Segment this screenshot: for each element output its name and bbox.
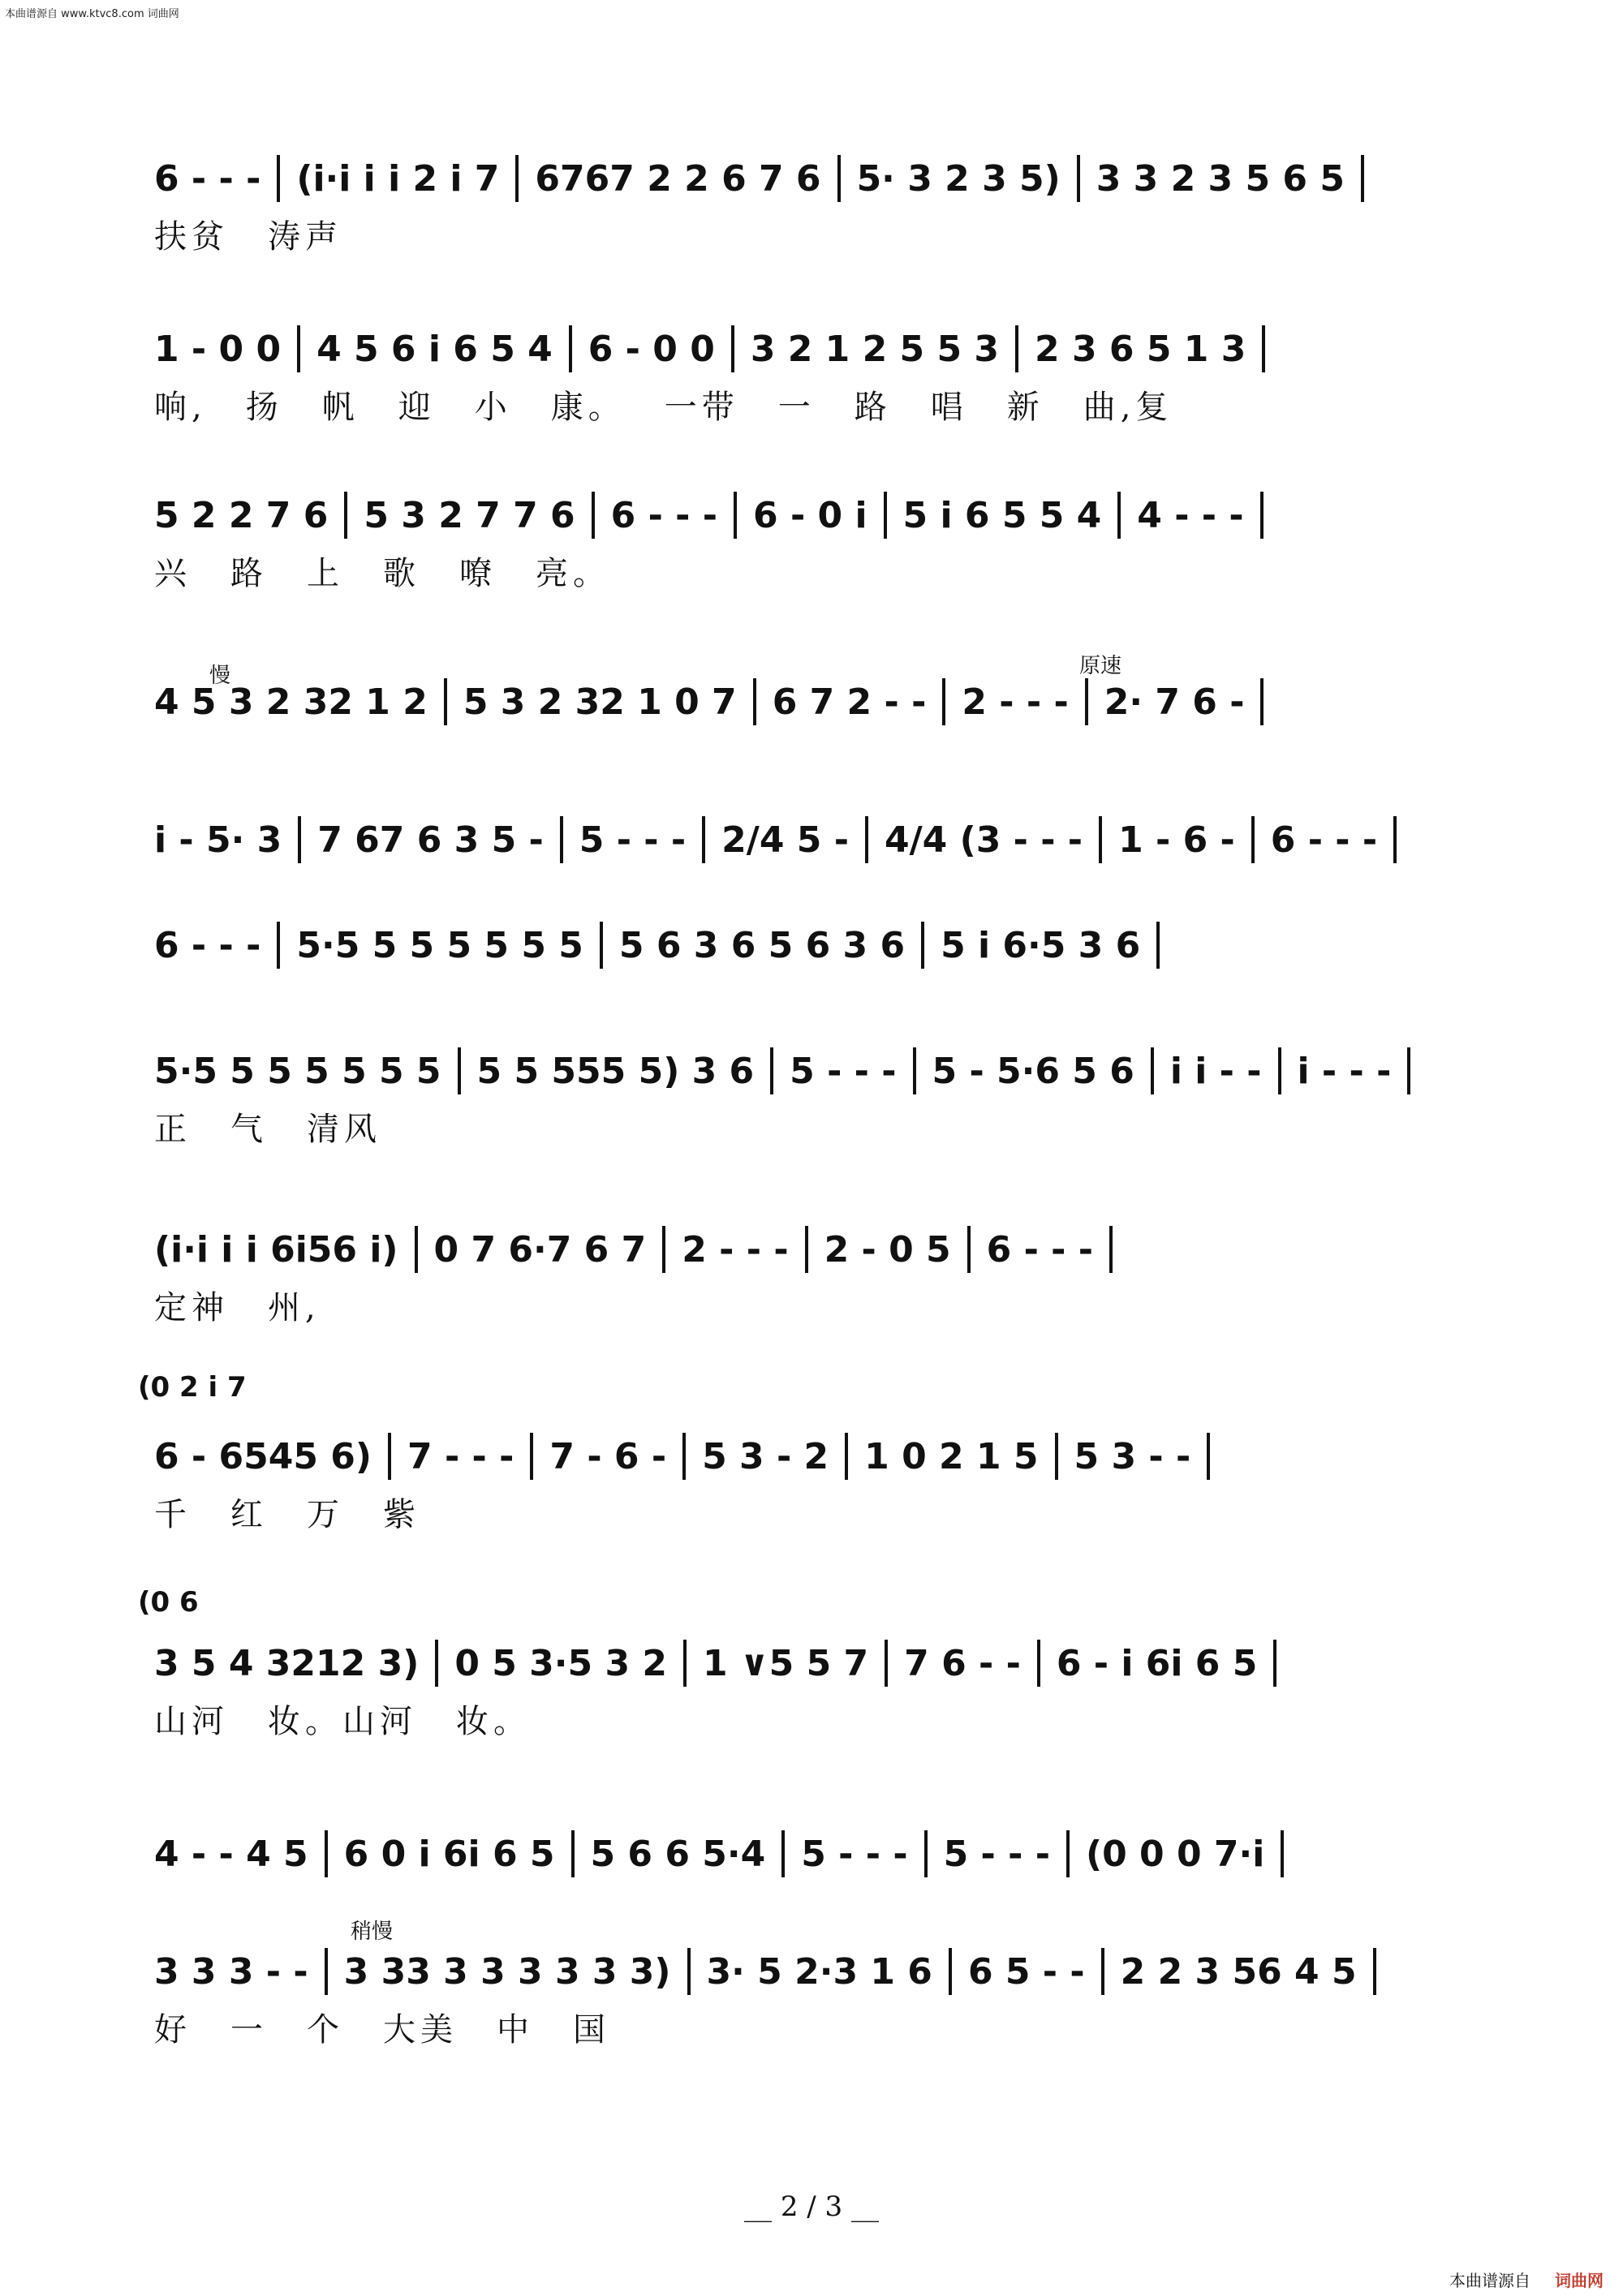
- notes-line: [154, 1047, 1469, 1095]
- barline: [1156, 922, 1160, 969]
- measure: 5 3 - -: [1074, 1435, 1191, 1477]
- lyrics-line: [154, 209, 1469, 258]
- notes-line: [154, 325, 1469, 373]
- measure: i i - -: [1169, 1050, 1262, 1092]
- barline: [734, 492, 737, 539]
- barline: [592, 492, 595, 539]
- measure: 6767 2 2 6 7 6: [535, 157, 821, 200]
- lyric-word: 州,: [268, 1288, 321, 1326]
- measure: 4 5 3 2 32 1 2: [154, 681, 428, 723]
- measure: 6 5 - -: [967, 1950, 1085, 1993]
- lyric-word: 千: [154, 1495, 192, 1533]
- score-row: [154, 154, 1469, 258]
- barline: [662, 1226, 665, 1273]
- measure: 5 3 - 2: [702, 1435, 829, 1477]
- measure: 2 - - -: [682, 1228, 789, 1271]
- score-row: [154, 921, 1469, 970]
- measure: 3· 5 2·3 1 6: [706, 1950, 932, 1993]
- measure: 5·5 5 5 5 5 5 5: [296, 924, 583, 966]
- measure: 5 3 2 32 1 0 7: [463, 681, 737, 723]
- score-row: [154, 1947, 1469, 2051]
- measure: 5 - - -: [579, 819, 687, 861]
- header-source: 本曲谱源自 www.ktvc8.com 词曲网: [5, 8, 179, 20]
- measure: 1 ∨5 5 7: [703, 1642, 869, 1684]
- measure: 6 - - -: [154, 924, 261, 966]
- barline: [781, 1830, 785, 1877]
- barline: [1085, 678, 1088, 725]
- lyric-word: 妆。: [456, 1702, 531, 1740]
- measure: 7 67 6 3 5 -: [317, 819, 544, 861]
- lyric-word: 大美: [383, 2010, 458, 2049]
- lyric-word: 嘹: [459, 554, 497, 592]
- score-row: [154, 1225, 1469, 1329]
- measure: (i·i i i 6i56 i): [154, 1228, 398, 1271]
- barline: [770, 1047, 773, 1094]
- notes-line: [154, 1829, 1469, 1878]
- lyric-word: 个: [307, 2010, 344, 2049]
- notes-line: [154, 921, 1469, 970]
- lyrics-line: [154, 546, 1469, 595]
- lyric-word: 帆: [321, 388, 359, 426]
- lyrics-line: [154, 1694, 1469, 1743]
- measure: 3 5 4 3212 3): [154, 1642, 420, 1684]
- measure: 5 6 3 6 5 6 3 6: [618, 924, 906, 966]
- barline: [921, 922, 924, 969]
- lyric-word: 清风: [307, 1110, 381, 1148]
- measure: 5 - - -: [801, 1833, 908, 1875]
- measure: 2 - - -: [962, 681, 1069, 723]
- barline: [1151, 1047, 1154, 1094]
- lyric-word: 路: [230, 554, 268, 592]
- measure: 2· 7 6 -: [1104, 681, 1245, 723]
- score-row: [154, 1432, 1469, 1536]
- barline: [298, 816, 301, 863]
- barline: [1281, 1830, 1284, 1877]
- measure: (0 0 0 7·i: [1085, 1833, 1265, 1875]
- barline: [942, 678, 945, 725]
- measure: 6 - 6545 6): [154, 1435, 372, 1477]
- barline: [884, 492, 887, 539]
- notes-line: [154, 154, 1469, 203]
- measure: 0 7 6·7 6 7: [433, 1228, 647, 1271]
- score-row: [154, 815, 1469, 864]
- barline: [444, 678, 447, 725]
- lyric-word: 一: [777, 388, 816, 426]
- measure: 0 5 3·5 3 2: [454, 1642, 667, 1684]
- measure: 4/4 (3 - - -: [884, 819, 1083, 861]
- measure: 6 - - -: [610, 494, 718, 536]
- barline: [1066, 1830, 1070, 1877]
- lyric-word: 兴: [154, 554, 192, 592]
- lyric-word: 妆。山河: [268, 1702, 417, 1740]
- lyrics-line: [154, 2002, 1469, 2051]
- measure: 2 - 0 5: [824, 1228, 951, 1271]
- measure: 6 - - -: [1270, 819, 1378, 861]
- measure: 5 5 555 5) 3 6: [476, 1050, 755, 1092]
- lyrics-line: [154, 1280, 1469, 1329]
- measure: i - 5· 3: [154, 819, 282, 861]
- barline: [1055, 1433, 1058, 1480]
- score-row: [154, 1047, 1469, 1150]
- lyric-word: 涛声: [268, 217, 342, 256]
- lyric-word: 路: [854, 388, 892, 426]
- barline: [1101, 1948, 1104, 1995]
- measure: 5·5 5 5 5 5 5 5: [154, 1050, 441, 1092]
- measure: 3 3 3 - -: [154, 1950, 308, 1993]
- lyric-word: 上: [307, 554, 344, 592]
- lyric-word: 新: [1006, 388, 1044, 426]
- barline: [277, 922, 280, 969]
- barline: [344, 492, 347, 539]
- lyrics-line: [154, 1102, 1469, 1150]
- barline: [1262, 325, 1265, 372]
- barline: [388, 1433, 391, 1480]
- measure: 5· 3 2 3 5): [856, 157, 1061, 200]
- measure: 2 2 3 56 4 5: [1120, 1950, 1357, 1993]
- barline: [458, 1047, 461, 1094]
- notes-line: [154, 815, 1469, 864]
- lyric-word: 定神: [154, 1288, 229, 1326]
- lyric-word: 紫: [383, 1495, 420, 1533]
- page-number: __ 2 / 3 __: [744, 2191, 879, 2223]
- lyric-word: 一: [230, 2010, 268, 2049]
- lyric-word: 万: [307, 1495, 344, 1533]
- barline: [325, 1948, 328, 1995]
- barline: [865, 816, 868, 863]
- lyric-word: 红: [230, 1495, 268, 1533]
- barline: [1251, 816, 1255, 863]
- lyric-word: 国: [573, 2010, 610, 2049]
- barline: [1015, 325, 1018, 372]
- measure: 7 - 6 -: [549, 1435, 667, 1477]
- measure: 2 3 6 5 1 3: [1035, 328, 1246, 370]
- lyric-word: 扶贫: [154, 217, 229, 256]
- lyrics-line: [154, 380, 1469, 428]
- barline: [325, 1830, 328, 1877]
- barline: [1373, 1948, 1376, 1995]
- footer: [1449, 2268, 1604, 2291]
- measure: 4 - - -: [1137, 494, 1244, 536]
- measure: (i·i i i 2 i 7: [296, 157, 500, 200]
- score-row: [154, 325, 1469, 428]
- lyric-word: 康。: [550, 388, 626, 426]
- barline: [1109, 1226, 1113, 1273]
- footer-brand-logo: 词曲网: [1555, 2271, 1604, 2290]
- measure: 6 7 2 - -: [772, 681, 927, 723]
- barline: [967, 1226, 971, 1273]
- measure: 6 - - -: [986, 1228, 1094, 1271]
- annotation-slightly-slow: 稍慢: [351, 1920, 394, 1944]
- barline: [683, 1640, 687, 1687]
- barline: [600, 922, 603, 969]
- notes-line: [154, 677, 1469, 726]
- score-row: [154, 677, 1469, 726]
- barline: [949, 1948, 952, 1995]
- lyric-word: 迎: [398, 388, 436, 426]
- measure: 5 i 6·5 3 6: [941, 924, 1141, 966]
- lyrics-line: [154, 1487, 1469, 1536]
- measure: 2/4 5 -: [721, 819, 849, 861]
- barline: [415, 1226, 418, 1273]
- lyric-word: 正: [154, 1110, 192, 1148]
- measure: 6 - - -: [154, 157, 261, 200]
- measure: 4 5 6 i 6 5 4: [316, 328, 553, 370]
- barline: [435, 1640, 438, 1687]
- lyric-word: 曲,复: [1083, 388, 1173, 426]
- barline: [1273, 1640, 1276, 1687]
- lyric-word: 山河: [154, 1702, 229, 1740]
- lyric-word: 扬: [245, 388, 283, 426]
- measure: 5 i 6 5 5 4: [902, 494, 1102, 536]
- annotation-original-tempo: 原速: [1079, 654, 1122, 678]
- barline: [530, 1433, 533, 1480]
- measure: i - - -: [1297, 1050, 1392, 1092]
- measure: 5 - 5·6 5 6: [932, 1050, 1134, 1092]
- barline: [297, 325, 300, 372]
- barline: [515, 155, 519, 202]
- barline: [753, 678, 756, 725]
- measure: 6 - 0 i: [753, 494, 867, 536]
- barline: [885, 1640, 888, 1687]
- measure: 6 - i 6i 6 5: [1056, 1642, 1258, 1684]
- measure: 3 33 3 3 3 3 3 3): [343, 1950, 671, 1993]
- barline: [571, 1830, 575, 1877]
- prefix-row10: (0 6: [138, 1586, 199, 1619]
- measure: 7 - - -: [407, 1435, 514, 1477]
- notes-line: [154, 1639, 1469, 1688]
- barline: [1037, 1640, 1040, 1687]
- barline: [687, 1948, 691, 1995]
- measure: 5 - - -: [790, 1050, 897, 1092]
- barline: [845, 1433, 848, 1480]
- barline: [913, 1047, 916, 1094]
- prefix-row9: (0 2 i 7: [138, 1371, 247, 1404]
- lyric-word: 歌: [383, 554, 420, 592]
- barline: [702, 816, 705, 863]
- notes-line: [154, 1947, 1469, 1996]
- barline: [731, 325, 734, 372]
- lyric-word: 气: [230, 1110, 268, 1148]
- measure: 6 0 i 6i 6 5: [343, 1833, 555, 1875]
- barline: [1407, 1047, 1410, 1094]
- measure: 3 2 1 2 5 5 3: [750, 328, 1000, 370]
- measure: 4 - - 4 5: [154, 1833, 308, 1875]
- score-row: [154, 1829, 1469, 1878]
- barline: [924, 1830, 928, 1877]
- barline: [1077, 155, 1080, 202]
- measure: 1 - 6 -: [1118, 819, 1235, 861]
- barline: [1393, 816, 1397, 863]
- measure: 5 2 2 7 6: [154, 494, 329, 536]
- barline: [682, 1433, 686, 1480]
- measure: 5 6 6 5·4: [590, 1833, 766, 1875]
- annotation-slow: 慢: [209, 664, 231, 688]
- barline: [837, 155, 841, 202]
- measure: 3 3 2 3 5 6 5: [1096, 157, 1345, 200]
- measure: 1 0 2 1 5: [864, 1435, 1039, 1477]
- barline: [277, 155, 280, 202]
- barline: [1260, 492, 1264, 539]
- lyric-word: 一带: [664, 388, 739, 426]
- measure: 1 - 0 0: [154, 328, 282, 370]
- barline: [1260, 678, 1264, 725]
- barline: [1099, 816, 1102, 863]
- footer-source: 本曲谱源自: [1449, 2271, 1530, 2290]
- notes-line: [154, 491, 1469, 540]
- barline: [569, 325, 572, 372]
- notes-line: [154, 1225, 1469, 1274]
- lyric-word: 小: [474, 388, 512, 426]
- barline: [560, 816, 563, 863]
- lyric-word: 中: [497, 2010, 534, 2049]
- lyric-word: 唱: [930, 388, 968, 426]
- barline: [805, 1226, 808, 1273]
- lyric-word: 响,: [154, 388, 207, 426]
- barline: [1117, 492, 1121, 539]
- lyric-word: 亮。: [536, 554, 610, 592]
- lyric-word: 好: [154, 2010, 192, 2049]
- barline: [1207, 1433, 1210, 1480]
- barline: [1361, 155, 1364, 202]
- score-row: [154, 491, 1469, 595]
- barline: [1278, 1047, 1281, 1094]
- measure: 6 - 0 0: [588, 328, 715, 370]
- measure: 5 - - -: [943, 1833, 1050, 1875]
- measure: 7 6 - -: [904, 1642, 1021, 1684]
- score-row: [154, 1639, 1469, 1743]
- notes-line: [154, 1432, 1469, 1481]
- measure: 5 3 2 7 7 6: [364, 494, 575, 536]
